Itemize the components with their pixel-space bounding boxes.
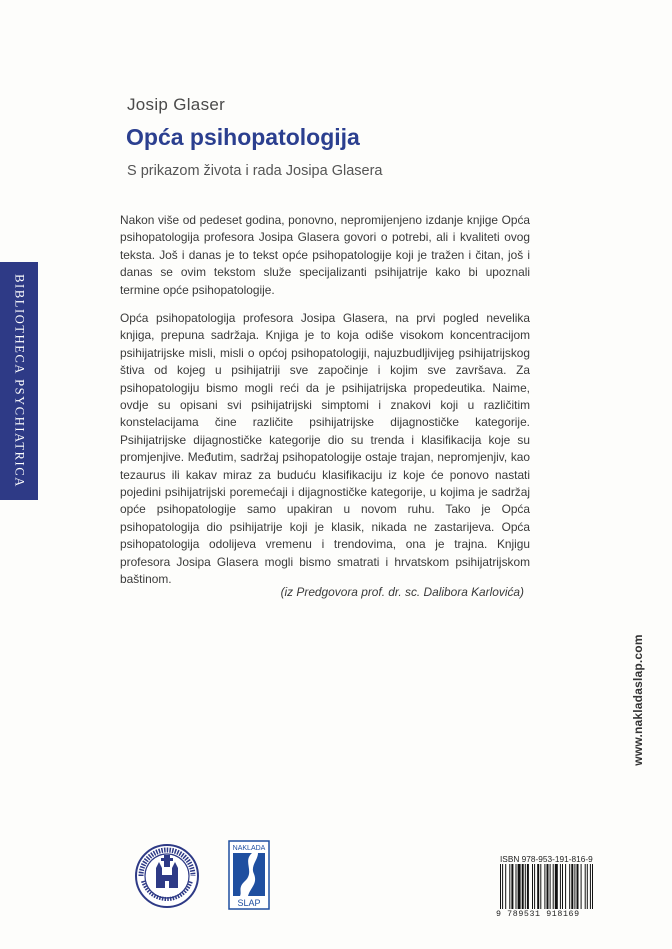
isbn-barcode: [500, 864, 624, 909]
isbn-label: ISBN 978-953-191-816-9: [500, 854, 593, 864]
description-paragraph-2: Opća psihopatologija profesora Josipa Glasera, na prvi pogled nevelika knjiga, prepuna sadržaja. Knjiga je to koja odiše visokom koncentracijom psihijatrijske misli, misli o općoj psihopatologiji, najuzbudljivijeg psihijatrijskog štiva od kojeg u psihijatriji sve započinje i kojim sve završava. Za psihopatologiju bismo mogli reći da je psihijatrijska propedeutika. Naime, ovdje su opisani svi psihijatrijski simptomi i znakovi koji u različitim konstelacijama čine različite psihijatrijske dijagnostičke kategorije. Psihijatrijske dijagnostičke kategorije dio su trenda i klasifikacija koje su promjenjive. Međutim, sadržaj psihopatologije ostaje trajan, nepromjenjiv, kao tezaurus ili kakav miraz za buduću klasifikaciju iz koje će ponovo nastati pojedini psihijatrijski poremećaji i dijagnostičke kategorije, u kojima je sadržaj opće psihopatologije samo upakiran u novom ruhu. Tako je Opća psihopatologija dio psihijatrije koji je klasik, nikada ne zastarijeva. Opća psihopatologija odolijeva vremenu i trendovima, ona je trajna. Knjigu profesora Josipa Glasera mogli bismo smatrati i hrvatskom psihijatrijskom baštinom.: [120, 311, 530, 587]
hospital-seal-logo: [134, 843, 200, 909]
publisher-website: www.nakladaslap.com: [631, 634, 645, 766]
book-subtitle: S prikazom života i rada Josipa Glasera: [127, 163, 383, 179]
publisher-logo: [228, 840, 270, 910]
author-name: Josip Glaser: [127, 95, 226, 114]
barcode-digits: 9 789531 918169: [496, 910, 580, 919]
series-label: BIBLIOTHECA PSYCHIATRICA: [12, 274, 27, 488]
publisher-logo-top-text: NAKLADA: [232, 845, 266, 852]
publisher-logo-bottom-text: SLAP: [237, 898, 261, 908]
book-title: Opća psihopatologija: [126, 124, 360, 150]
description-paragraph-1: Nakon više od pedeset godina, ponovno, nepromijenjeno izdanje knjige Opća psihopatologija profesora Josipa Glasera govori o potrebi, ali i kvaliteti ovog teksta. Još i danas je to tekst opće psihopatologije koji je tražen i čitan, još i danas se ovim tekstom služe specijalizanti psihijatrije kako bi upoznali termine opće psihopatologije.: [120, 213, 530, 297]
quote-source: (iz Predgovora prof. dr. sc. Dalibora Karlovića): [280, 585, 524, 599]
